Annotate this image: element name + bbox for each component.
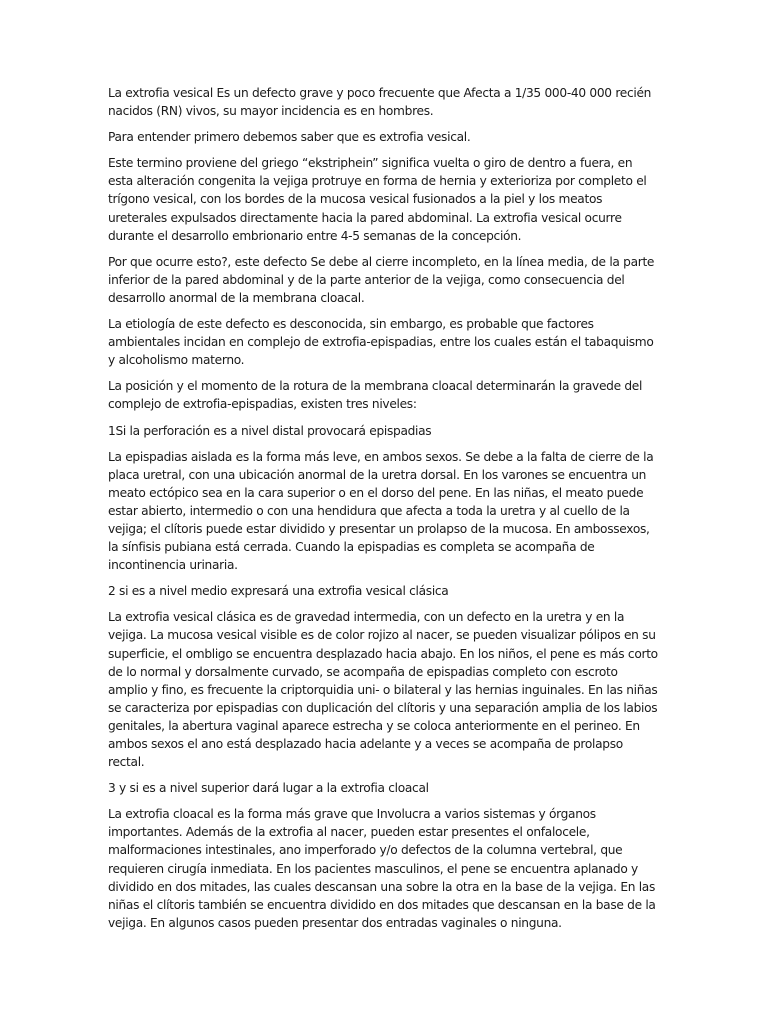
paragraph-etymology: Este termino proviene del griego “ekstriphein” significa vuelta o giro de dentro a fuera, en esta alteración congenita la vejiga protruye en forma de hernia y exterioriza por completo el trígono vesical, con los bordes de la mucosa vesical fusionados a la piel y los meatos ureterales expulsados directamente hacia la pared abdominal. La extrofia vesical ocurre durante el desarrollo embrionario entre 4-5 semanas de la concepción. bbox=[108, 156, 647, 243]
paragraph-intro: La extrofia vesical Es un defecto grave y poco frecuente que Afecta a 1/35 000-40 000 recién nacidos (RN) vivos, su mayor incidencia es en hombres. bbox=[108, 86, 652, 119]
paragraph-classic-exstrophy: La extrofia vesical clásica es de gravedad intermedia, con un defecto en la uretra y en la vejiga. La mucosa vesical visible es de color rojizo al nacer, se pueden visualizar pólipos en su superficie, el ombligo se encuentra desplazado hacia abajo. En los niños, el pene es más corto de lo normal y dorsalmente curvado, se acompaña de epispadias completo con escroto amplio y fino, es frecuente la criptorquidia uni- o bilateral y las hernias inguinales. En las niñas se caracteriza por epispadias con duplicación del clítoris y una separación amplia de los labios genitales, la abertura vaginal aparece estrecha y se coloca anteriormente en el perineo. En ambos sexos el ano está desplazado hacia adelante y a veces se acompaña de prolapso rectal. bbox=[108, 610, 658, 770]
document-page bbox=[108, 84, 660, 940]
paragraph-level-2-heading: 2 si es a nivel medio expresará una extrofia vesical clásica bbox=[108, 584, 449, 599]
paragraph-cloacal-exstrophy: La extrofia cloacal es la forma más grave que Involucra a varios sistemas y órganos importantes. Además de la extrofia al nacer, pueden estar presentes el onfalocele, malformaciones intestinales, ano imperforado y/o defectos de la columna vertebral, que requieren cirugía inmediata. En los pacientes masculinos, el pene se encuentra aplanado y dividido en dos mitades, las cuales descansan una sobre la otra en la base de la vejiga. En las niñas el clítoris también se encuentra dividido en dos mitades que descansan en la base de la vejiga. En algunos casos pueden presentar dos entradas vaginales o ninguna. bbox=[108, 807, 656, 930]
paragraph-level-1-heading: 1Si la perforación es a nivel distal provocará epispadias bbox=[108, 423, 432, 438]
paragraph-definition-lead: Para entender primero debemos saber que es extrofia vesical. bbox=[108, 130, 471, 145]
paragraph-levels-intro: La posición y el momento de la rotura de la membrana cloacal determinarán la gravede del complejo de extrofia-epispadias, existen tres niveles: bbox=[108, 379, 643, 412]
paragraph-etiology: La etiología de este defecto es desconocida, sin embargo, es probable que factores ambientales incidan en complejo de extrofia-epispadias, entre los cuales están el tabaquismo y alcoholismo materno. bbox=[108, 317, 654, 368]
paragraph-level-3-heading: 3 y si es a nivel superior dará lugar a la extrofia cloacal bbox=[108, 781, 429, 796]
paragraph-cause: Por que ocurre esto?, este defecto Se debe al cierre incompleto, en la línea media, de la parte inferior de la pared abdominal y de la parte anterior de la vejiga, como consecuencia del desarrollo anormal de la membrana cloacal. bbox=[108, 254, 655, 305]
paragraph-epispadias: La epispadias aislada es la forma más leve, en ambos sexos. Se debe a la falta de cierre de la placa uretral, con una ubicación anormal de la uretra dorsal. En los varones se encuentra un meato ectópico sea en la cara superior o en el dorso del pene. En las niñas, el meato puede estar abierto, intermedio o con una hendidura que afecta a toda la uretra y al cuello de la vejiga; el clítoris puede estar dividido y presentar un prolapso de la mucosa. En ambossexos, la sínfisis pubiana está cerrada. Cuando la epispadias es completa se acompaña de incontinencia urinaria. bbox=[108, 449, 654, 573]
